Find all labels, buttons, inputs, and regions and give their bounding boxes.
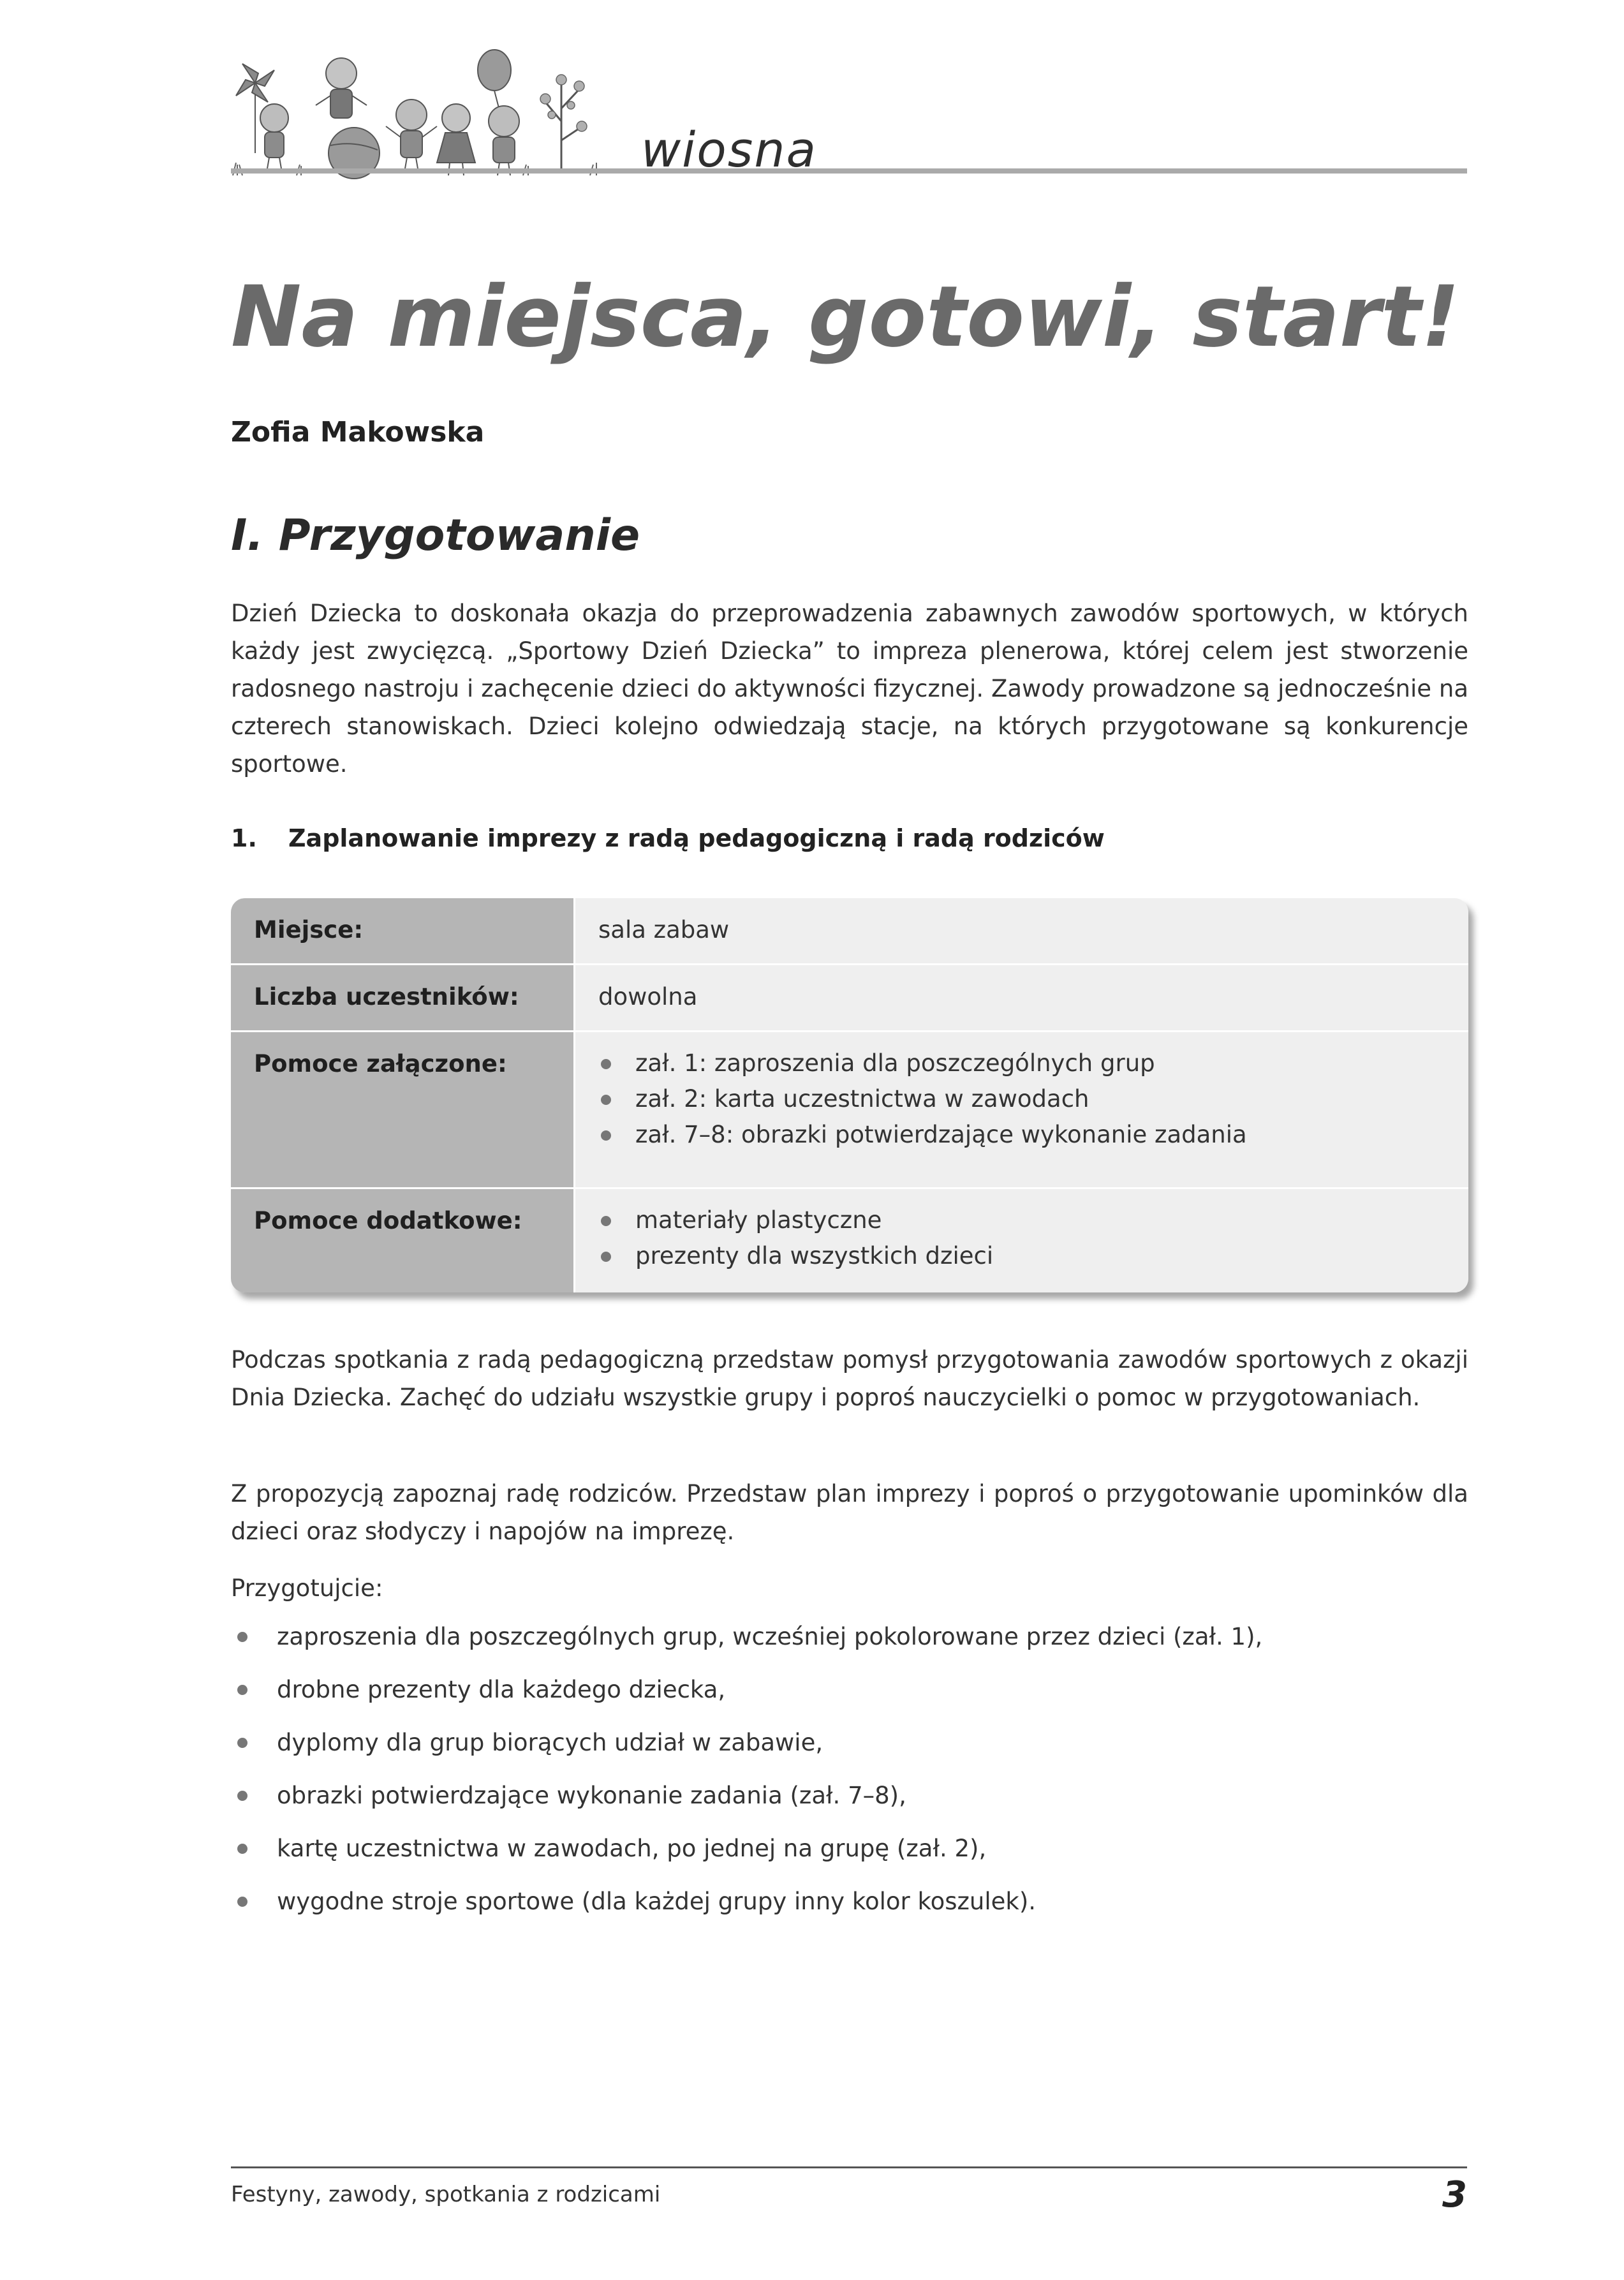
table-row [231, 898, 1468, 965]
prep-label: Przygotujcie: [231, 1574, 383, 1602]
footer-text: Festyny, zawody, spotkania z rodzicami [231, 2182, 661, 2207]
table-label: Pomoce dodatkowe: [231, 1189, 575, 1292]
header-divider [231, 168, 1467, 174]
table-value [575, 1189, 1468, 1292]
subsection-heading [231, 824, 1105, 852]
children-illustration [230, 45, 606, 185]
intro-paragraph: Dzień Dziecka to doskonała okazja do przeprowadzenia zabawnych zawodów sportowych, w których każdy jest zwycięzcą. „Sportowy Dzień Dziecka” to impreza plenerowa, której celem jest stworzenie radosnego nastroju i zachęcenie dzieci do aktywności fizycznej. Zawody prowadzone są jednocześnie na czterech stanowiskach. Dzieci kolejno odwiedzają stacje, na których przygotowane są konkurencje sportowe. [231, 600, 1468, 778]
list-item: obrazki potwierdzające wykonanie zadania (zał. 7–8), [231, 1777, 1468, 1830]
info-table [231, 898, 1468, 1292]
section-title: I. Przygotowanie [231, 510, 640, 561]
list-item: wygodne stroje sportowe (dla każdej grupy inny kolor koszulek). [231, 1883, 1468, 1936]
list-item: zał. 2: karta uczestnictwa w zawodach [598, 1077, 1468, 1121]
list-item: drobne prezenty dla każdego dziecka, [231, 1671, 1468, 1724]
list-item: dyplomy dla grup biorących udział w zabawie, [231, 1724, 1468, 1777]
paragraph: Z propozycją zapoznaj radę rodziców. Przedstaw plan imprezy i poproś o przygotowanie upominków dla dzieci oraz słodyczy i napojów na imprezę. [231, 1480, 1468, 1545]
list-item: prezenty dla wszystkich dzieci [598, 1234, 1468, 1278]
table-row [231, 965, 1468, 1032]
table-value: dowolna [575, 965, 1468, 1030]
table-label: Pomoce załączone: [231, 1032, 575, 1187]
subsection-number: 1. [231, 824, 257, 852]
list-item: zaproszenia dla poszczególnych grup, wcześniej pokolorowane przez dzieci (zał. 1), [231, 1618, 1468, 1671]
table-label: Liczba uczestników: [231, 965, 575, 1030]
list-item: kartę uczestnictwa w zawodach, po jednej na grupę (zał. 2), [231, 1830, 1468, 1883]
footer-divider [231, 2166, 1467, 2168]
subsection-title: Zaplanowanie imprezy z radą pedagogiczną i radą rodziców [288, 824, 1105, 852]
paragraph: Podczas spotkania z radą pedagogiczną przedstaw pomysł przygotowania zawodów sportowych z okazji Dnia Dziecka. Zachęć do udziału wszystkie grupy i poproś nauczycielki o pomoc w przygotowaniach. [231, 1346, 1468, 1411]
list-item: zał. 1: zaproszenia dla poszczególnych grup [598, 1041, 1468, 1086]
prep-list [231, 1618, 1468, 1936]
author-name: Zofia Makowska [231, 416, 485, 448]
table-label: Miejsce: [231, 898, 575, 963]
list-item: materiały plastyczne [598, 1198, 1468, 1243]
list-item: zał. 7–8: obrazki potwierdzające wykonanie zadania [598, 1113, 1468, 1157]
page-title: Na miejsca, gotowi, start! [231, 268, 1460, 366]
table-row [231, 1032, 1468, 1189]
season-label: wiosna [641, 121, 818, 178]
table-value [575, 1032, 1468, 1187]
table-row [231, 1189, 1468, 1292]
page-number: 3 [1442, 2174, 1467, 2216]
table-value: sala zabaw [575, 898, 1468, 963]
